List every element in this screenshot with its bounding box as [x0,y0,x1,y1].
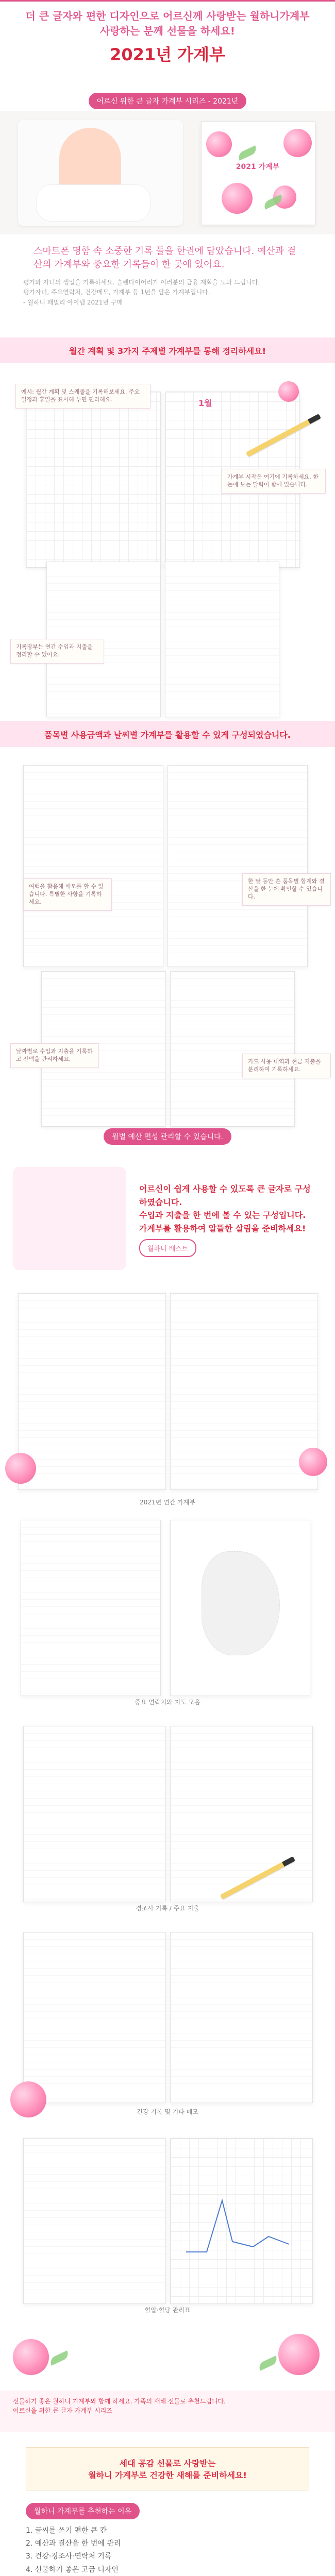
promo-line-2: 수입과 지출을 한 번에 볼 수 있는 구성입니다. [139,1210,306,1221]
info-headline-1: 세대 공감 선물로 사랑받는 [119,2459,216,2468]
health-right [170,1932,313,2103]
info-headline-box [26,2447,309,2490]
health-label: 건강 기록 및 기타 메모 [137,2108,198,2115]
woman-photo [18,120,183,226]
calendar-spread [0,371,335,706]
map-page [170,1520,310,1696]
annual-left [18,1293,166,1490]
bp-line [186,2200,289,2252]
weekly-page-right [170,971,295,1127]
promo-section [0,1154,335,1283]
health-left [23,1932,166,2103]
info-headline-2: 월하니 가계부로 건강한 새해를 준비하세요! [88,2470,247,2480]
bp-chart-svg [171,2139,312,2303]
korea-map-shape [202,1551,280,1655]
ledger-note-4: 카드 사용 내역과 현금 지출을 분리하여 기록하세요. [242,1054,331,1078]
intro-section [0,245,335,327]
promo-line-1: 어르신이 쉽게 사용할 수 있도록 큰 글자로 구성하였습니다. [139,1184,311,1207]
ledger-right-page [165,562,279,717]
ledger-note-2: 한 달 동안 쓴 품목별 합계와 결산을 한 눈에 확인할 수 있습니다. [242,873,331,906]
ledger-note-1: 여백을 활용해 메모를 할 수 있습니다. 특별한 사항을 기록하세요. [23,878,112,911]
chart-left [23,2138,166,2304]
cover-title: 2021 가계부 [236,163,280,171]
footer-note-section [0,2391,335,2432]
intro-desc-2: 평가자녀, 주요연락처, 건강메모, 가계부 등 1년을 담은 가계부입니다. [23,289,210,296]
annual-label [0,1497,335,1509]
series-pill: 어르신 위한 큰 글자 가계부 시리즈 - 2021년 [89,93,247,109]
flower-border [0,2329,335,2385]
annual-spread [0,1288,335,1504]
annual-right [170,1293,318,1490]
promo-tag: 월하니 베스트 [139,1239,196,1257]
annual-label-text: 2021년 연간 가계부 [140,1499,195,1506]
intro-desc-3: - 월하니 패밀리 아이템 2021년 구매 [23,298,123,306]
why-item-4: 4. 선물하기 좋은 고급 디자인 [26,2565,119,2574]
ledger-note-bottom: 기록장부는 연간 수입과 지출을 정리할 수 있어요. [10,639,104,664]
calendar-left-page [26,392,161,568]
hero-line-2: 사랑하는 분께 선물을 하세요! [100,25,235,37]
expense-left [23,1726,166,1902]
hero-pill-row [0,93,335,105]
promo-text [139,1182,314,1257]
ledger-spread [0,755,335,1115]
promo-line-3: 가계부를 활용하여 알뜰한 살림을 준비하세요! [139,1223,306,1233]
promo-photo [13,1167,126,1270]
intro-desc-1: 평가와 자녀의 생일을 기록하세요. 슬렌다이어리가 여러분의 금융 계획을 도와 드립니다. [23,279,260,286]
contact-page [21,1520,161,1696]
map-label: 중요 연락처와 지도 모음 [135,1699,200,1706]
section-1-banner [0,337,335,363]
health-spread [0,1927,335,2123]
calendar-note-left: 예시: 월간 계획 및 스케줄을 기록해보세요. 주요 일정과 휴일을 표시해 두면 편리해요. [15,384,150,409]
section-2-banner [0,721,335,747]
why-title: 월하니 가계부를 추천하는 이유 [26,2503,140,2519]
weekly-banner-tag: 월별 예산 편성 관리할 수 있습니다. [104,1128,231,1145]
why-list [26,2524,309,2576]
weekly-banner [0,1128,335,1144]
expense-label: 경조사 기록 / 주요 지출 [136,1905,199,1912]
hero-section [0,0,335,93]
chart-label: 혈압·혈당 관리표 [144,2307,191,2314]
shirt-shape [36,184,150,222]
why-item-2: 2. 예산과 결산을 한 번에 관리 [26,2539,121,2548]
footer-note-1: 선물하기 좋은 월하니 가계부와 함께 하세요. 가족의 새해 선물로 추천드립니다. [13,2398,226,2405]
footer-note-2: 어르신을 위한 큰 글자 가계부 시리즈 [13,2407,112,2414]
why-item-3: 3. 건강·경조사·연락처 기록 [26,2552,112,2561]
section-2-banner-text: 품목별 사용금액과 날씨별 가계부를 활용할 수 있게 구성되었습니다. [44,730,291,740]
hero-image-area [0,111,335,234]
hero-year-title: 2021년 가계부 [110,45,225,64]
expense-right [170,1726,313,1902]
calendar-month-title: 1월 [198,398,212,408]
book-cover [201,121,314,224]
intro-main: 스마트폰 명함 속 소중한 기록 들을 한권에 담았습니다. 예산과 결산의 가계부와 중요한 기록들이 한 곳에 있어요. [34,246,296,270]
calendar-note-right: 가계부 시작은 여기에 기록하세요. 한눈에 보는 달력이 함께 있습니다. [222,469,326,494]
chart-right [170,2138,313,2304]
info-section [0,2447,335,2576]
hero-line-1: 더 큰 글자와 편한 디자인으로 어르신께 사랑받는 월하니가계부 [25,10,310,22]
map-spread [0,1515,335,1710]
ledger-note-3: 날짜별로 수입과 지출을 기록하고 잔액을 관리하세요. [10,1043,99,1068]
why-item-1: 1. 글씨를 쓰기 편한 큰 칸 [26,2527,107,2535]
section-1-banner-text: 월간 계획 및 3가지 주제별 가계부를 통해 정리하세요! [69,346,266,356]
ledger-page-left [23,765,163,967]
ledger-page-right [167,765,308,967]
chart-spread [0,2133,335,2318]
expense-spread [0,1721,335,1917]
